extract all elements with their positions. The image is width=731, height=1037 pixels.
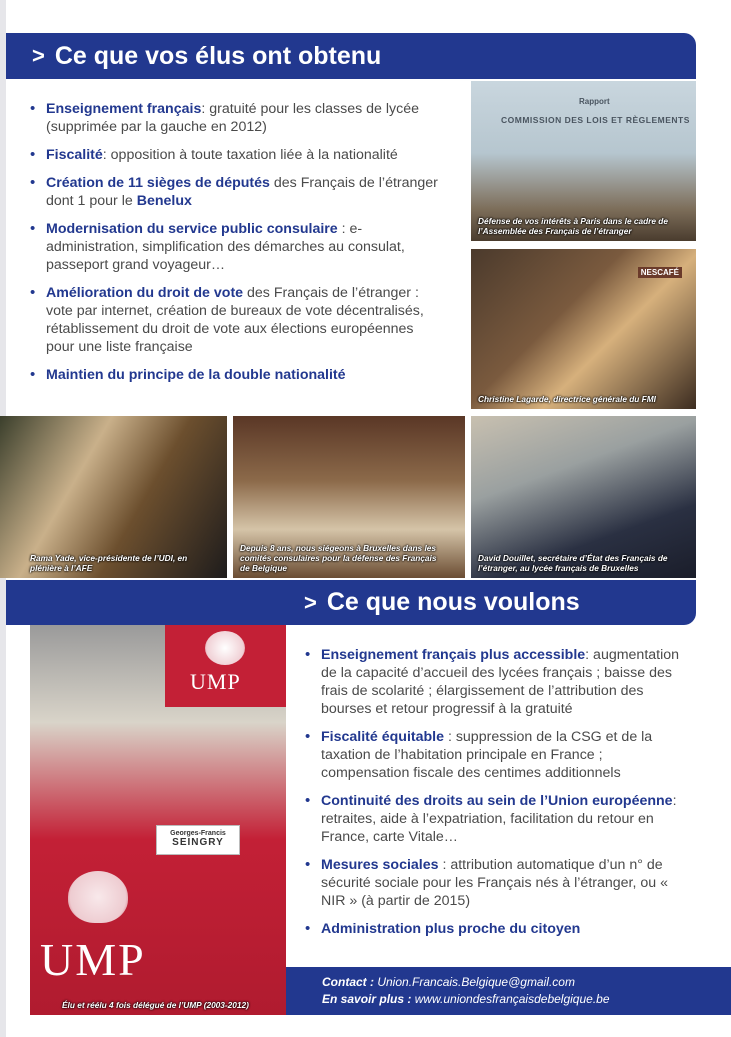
list-item: • Enseignement français: gratuité pour les classes de lycée (supprimée par la gauche en 2012) xyxy=(28,100,443,136)
list-item: • Enseignement français plus accessible: augmentation de la capacité d’accueil des lycées français ; baisse des frais de scolarité ; élargissement de l’attribution des bourses et retour progressif à la gratuité xyxy=(303,646,693,718)
photo-sign-text: Rapport xyxy=(579,97,610,106)
more-label: En savoir plus xyxy=(322,992,405,1006)
photo-sign-text: NESCAFÉ xyxy=(638,267,682,278)
ump-logo-text: UMP xyxy=(40,934,146,985)
list-item: • Fiscalité: opposition à toute taxation liée à la nationalité xyxy=(28,146,443,164)
photo-caption: David Douillet, secrétaire d’État des Français de l’étranger, au lycée français de Bruxelles xyxy=(478,553,668,573)
website-link[interactable]: www.uniondesfrançaisdebelgique.be xyxy=(414,992,610,1006)
photo-caption: Élu et réélu 4 fois délégué de l’UMP (2003-2012) xyxy=(62,1000,249,1010)
list-item: • Mesures sociales : attribution automatique d’un n° de sécurité sociale pour les Français nés à l’étranger, ou « NIR » (à partir de 2015) xyxy=(303,856,693,910)
ump-tree-logo xyxy=(68,871,128,923)
chevron-right-icon: > xyxy=(304,589,317,615)
photo-ump-delegate xyxy=(30,625,286,1015)
photo-caption: Christine Lagarde, directrice générale du FMI xyxy=(478,394,656,404)
list-item: • Fiscalité équitable : suppression de la CSG et de la taxation de l’habitation principale en France ; compensation fiscale des centimes additionnels xyxy=(303,728,693,782)
photo-brussels xyxy=(233,416,465,578)
photo-assembly xyxy=(471,81,696,241)
list-item: • Création de 11 sièges de députés des Français de l’étranger dont 1 pour le Benelux xyxy=(28,174,443,210)
photo-yade xyxy=(0,416,227,578)
photo-lagarde xyxy=(471,249,696,409)
photo-caption: Depuis 8 ans, nous siégeons à Bruxelles dans les comités consulaires pour la défense des Français de Belgique xyxy=(240,543,437,573)
list-item: • Modernisation du service public consulaire : e-administration, simplification des démarches au consulat, passeport grand voyageur… xyxy=(28,220,443,274)
chevron-right-icon: > xyxy=(32,43,45,68)
section-title: Ce que nous voulons xyxy=(326,588,580,616)
photo-caption: Défense de vos intérêts à Paris dans le cadre de l’Assemblée des Français de l’étranger xyxy=(478,216,668,236)
nameplate: Georges-Francis SEINGRY xyxy=(156,825,240,855)
goals-list xyxy=(303,646,693,948)
photo-sign-text: COMMISSION DES LOIS ET RÈGLEMENTS xyxy=(501,115,690,125)
list-item: • Maintien du principe de la double nationalité xyxy=(28,366,443,384)
ump-logo-text: UMP xyxy=(190,669,241,694)
ump-tree-logo xyxy=(205,631,245,665)
contact-label: Contact xyxy=(322,975,367,989)
achievements-list xyxy=(28,100,443,394)
section-banner-obtained xyxy=(6,33,696,79)
contact-email[interactable]: Union.Francais.Belgique@gmail.com xyxy=(377,975,575,989)
list-item: • Amélioration du droit de vote des Français de l’étranger : vote par internet, création de bureaux de vote décentralisés, rétablissement du droit de vote aux élections européennes pour une liste française xyxy=(28,284,443,356)
more-info-line: En savoir plus : www.uniondesfrançaisdebelgique.be xyxy=(322,992,610,1006)
photo-douillet xyxy=(471,416,696,578)
section-title: Ce que vos élus ont obtenu xyxy=(54,41,382,70)
list-item: • Administration plus proche du citoyen xyxy=(303,920,693,938)
photo-caption: Rama Yade, vice-présidente de l’UDI, en plénière à l’AFE xyxy=(30,553,188,573)
section-banner-want xyxy=(6,580,696,625)
contact-box xyxy=(286,967,731,1015)
contact-line: Contact : Union.Francais.Belgique@gmail.com xyxy=(322,975,575,989)
list-item: • Continuité des droits au sein de l’Union européenne: retraites, aide à l’expatriation, facilitation du retour en France, carte Vitale… xyxy=(303,792,693,846)
